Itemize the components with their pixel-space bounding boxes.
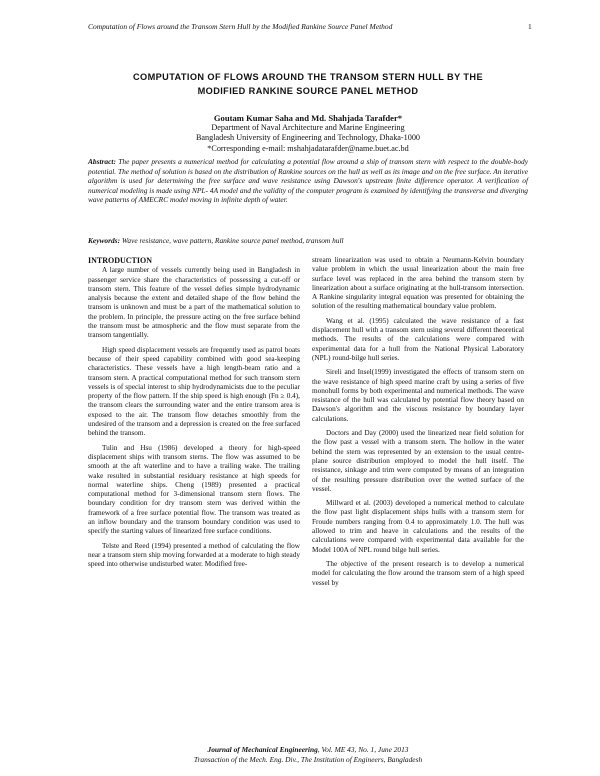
paper-title <box>88 70 528 98</box>
paragraph: Sireli and Insel(1999) investigated the effects of transom stern on the wave resistance of high speed marine craft by using a series of five monohull forms by both experimental and numerical methods. The wave resistance of the hull was calculated by potential flow theory based on Dawson's algorithm and the viscous resistance by boundary layer calculations. <box>312 368 524 423</box>
journal-transaction: Transaction of the Mech. Eng. Div., The Institution of Engineers, Bangladesh <box>193 755 423 764</box>
paragraph: Telste and Reed (1994) presented a method of calculating the flow near a transom stern ship moving forwarded at a moderate to high steady speed into otherwise undisturbed water. Modified free- <box>88 541 300 569</box>
author-department: Department of Naval Architecture and Marine Engineering <box>211 123 405 133</box>
section-heading-introduction: INTRODUCTION <box>88 256 153 265</box>
paragraph: stream linearization was used to obtain a Neumann-Kelvin boundary value problem in which the usual linearization about the main free surface level was replaced in the area behind the transom stern by linearization about a surface originating at the hull-transom intersection. A Rankine singularity integral equation was presented for obtaining the solution of the resulting mathematical boundary value problem. <box>312 256 524 311</box>
author-block <box>88 113 528 154</box>
journal-volume: , Vol. ME 43, No. 1, June 2013 <box>317 745 409 754</box>
keywords-text: Wave resistance, wave pattern, Rankine source panel method, transom hull <box>121 236 344 245</box>
footer <box>88 745 528 765</box>
paragraph: Doctors and Day (2000) used the linearized near field solution for the flow past a vessel with a transom stern. The hollow in the water behind the stern was represented by an extension to the usual centre-plane source distribution employed to model the hull itself. The resistance, sinkage and trim were computed by means of an integration of the resulting pressure distribution over the wetted surface of the vessel. <box>312 429 524 493</box>
journal-name: Journal of Mechanical Engineering <box>207 745 318 754</box>
abstract <box>88 157 528 205</box>
paragraph: Millward et al. (2003) developed a numerical method to calculate the flow past light displacement ships hulls with a transom stern for Froude numbers ranging from 0.4 to approximately 1.0. The hull was allowed to trim and heave in calculations and the results of the calculations were compared with experimental data available for the Model 100A of NPL round bilge hull series. <box>312 499 524 554</box>
paragraph: High speed displacement vessels are frequently used as patrol boats because of their speed capability combined with good sea-keeping characteristics. These vessels have a high length-beam ratio and a transom stern. A practical computational method for such transom stern vessels is of special interest to ship hydrodynamicists due to the peculiar property of the flow pattern. If the ship speed is high enough (Fn ≥ 0.4), the transom clears the surrounding water and the entire transom area is exposed to the air. The transom flow detaches smoothly from the undesired of the transom and a depression is created on the free surfaced behind the transom. <box>88 345 300 438</box>
paragraph: Wang et al. (1995) calculated the wave resistance of a fast displacement hull with a transom stern using several different theoretical methods. The results of the calculations were compared with experimental data for a hull from the National Physical Laboratory (NPL) round-bilge hull series. <box>312 316 524 362</box>
author-university: Bangladesh University of Engineering and Technology, Dhaka-1000 <box>195 133 421 143</box>
abstract-label: Abstract: <box>88 157 116 166</box>
paragraph: Tulin and Hsu (1986) developed a theory for high-speed displacement ships with transom sterns. The flow was assumed to be smooth at the aft waterline and to have a trailing wake. The trailing wake resulted in substantial residuary resistance at high speeds for normal waterline ships. Cheng (1989) presented a practical computational method for 3-dimensional transom stern flows. The boundary condition for dry transom stern was derived within the framework of a free surface potential flow. The transom was treated as an inflow boundary and the transom boundary condition was used to specify the starting values of linearized free surface conditions. <box>88 443 300 536</box>
column-right <box>312 256 524 588</box>
title-line-2: MODIFIED RANKINE SOURCE PANEL METHOD <box>197 86 419 96</box>
column-left <box>88 256 300 570</box>
page-number: 1 <box>528 22 532 31</box>
keywords-label: Keywords: <box>88 236 121 245</box>
author-names: Goutam Kumar Saha and Md. Shahjada Tarafder* <box>213 113 403 123</box>
journal-citation <box>88 745 528 755</box>
running-head: Computation of Flows around the Transom Stern Hull by the Modified Rankine Source Panel Method <box>88 22 393 31</box>
title-line-1: COMPUTATION OF FLOWS AROUND THE TRANSOM STERN HULL BY THE <box>133 72 483 82</box>
abstract-text: The paper presents a numerical method for calculating a potential flow around a ship of transom stern with respect to the double-body potential. The method of solution is based on the distribution of Rankine sources on the hull as well as its image and on the free surface. An iterative algorithm is used for determining the free surface and wave resistance using Dawson's upstream finite difference operator. A verification of numerical modeling is made using NPL- 4A model and the validity of the computer program is examined by identifying the transverse and diverging wave patterns of AMECRC model moving in infinite depth of water. <box>88 157 528 205</box>
paragraph: A large number of vessels currently being used in Bangladesh in passenger service share the characteristics of possessing a cut-off or transom stern. This feature of the vessel defies simple hydrodynamic analysis because the extent and detailed shape of the flow behind the transom is unknown and must be a part of the mathematical solution to the problem. In principle, the pressure acting on the free surface behind the transom must be atmospheric and the flow must separate from the transom tangentially. <box>88 266 300 340</box>
paragraph: The objective of the present research is to develop a numerical model for calculating the flow around the transom stern of a high speed vessel by <box>312 559 524 587</box>
author-email: *Corresponding e-mail: mshahjadatarafder@name.buet.ac.bd <box>207 143 409 153</box>
keywords <box>88 236 528 245</box>
